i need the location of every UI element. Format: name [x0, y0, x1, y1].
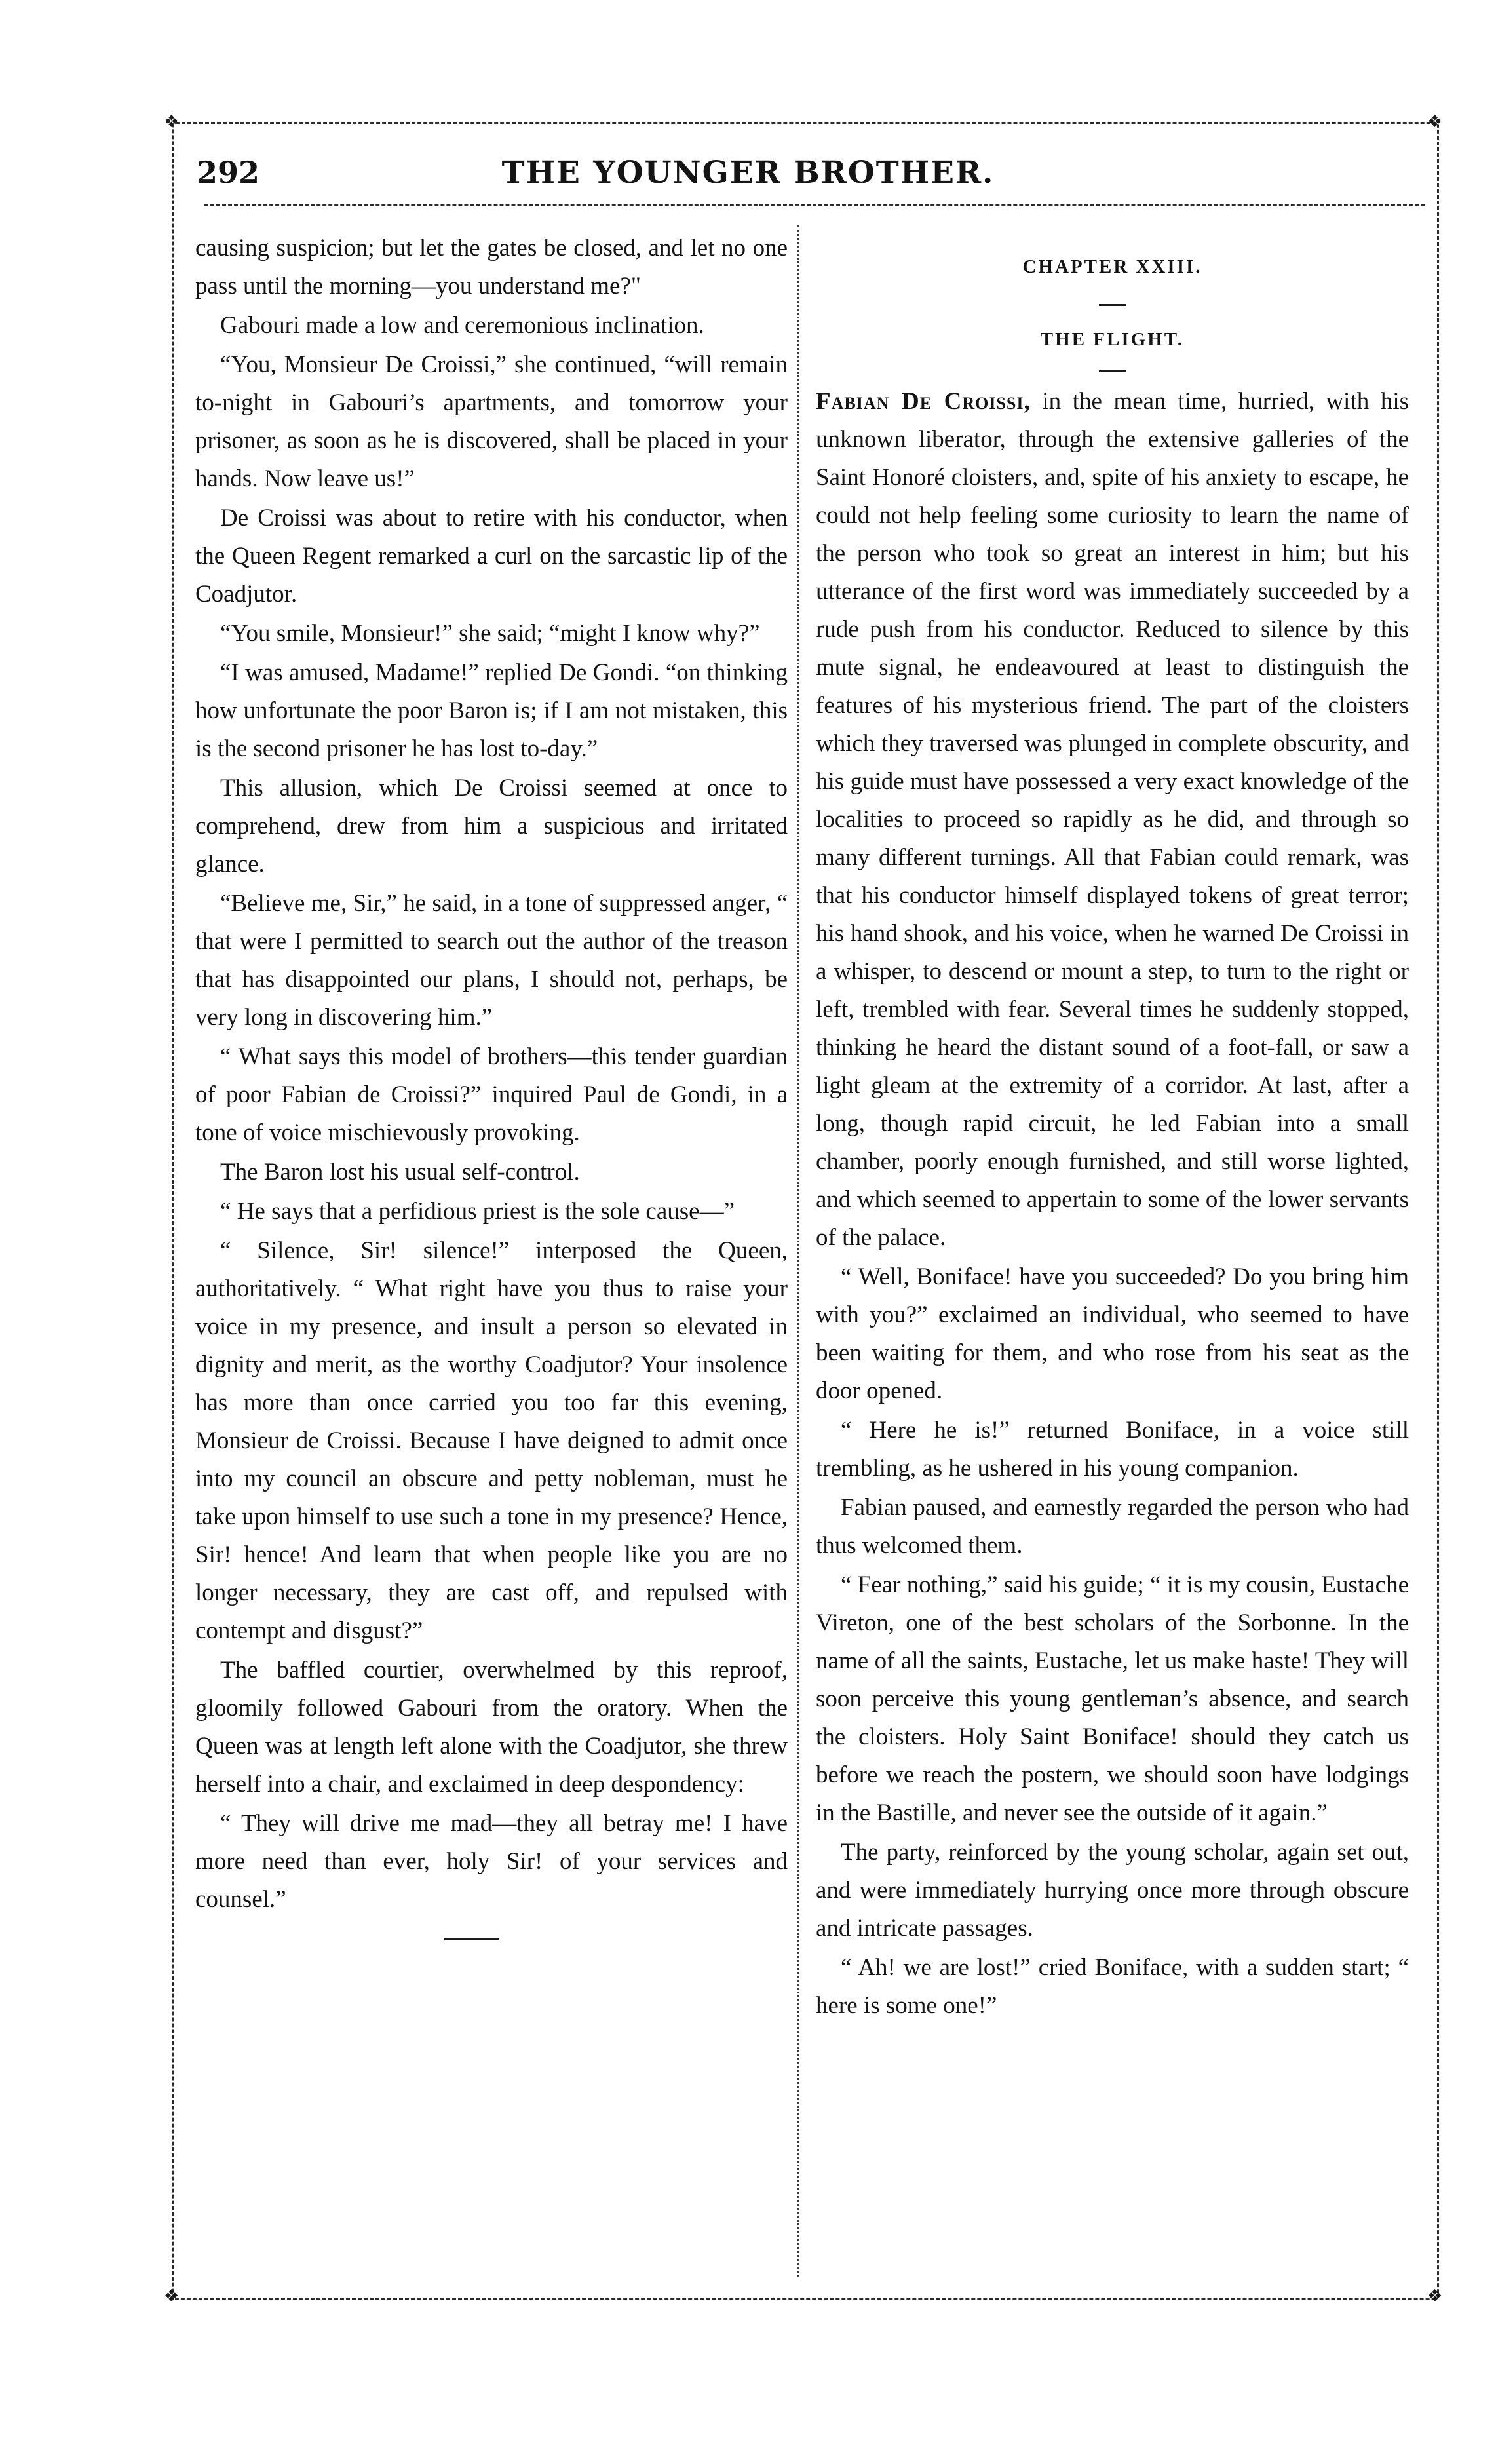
paragraph: “ Fear nothing,” said his guide; “ it is my cousin, Eustache Vireton, one of the best scholars of the Sorbonne. In the name of all the saints, Eustache, let us make haste! They will soon perceive this young gentleman’s absence, and search the cloisters. Holy Saint Boniface! should they catch us before we reach the postern, we should soon have lodgings in the Bastille, and never see the outside of it again.”: [816, 1571, 1409, 1826]
paragraph: The baffled courtier, overwhelmed by this reproof, gloomily followed Gabouri from the oratory. When the Queen was at length left alone with the Coadjutor, she threw herself into a chair, and exclaimed in deep despondency:: [195, 1657, 788, 1798]
paragraph: “I was amused, Madame!” replied De Gondi. “on thinking how unfortunate the poor Baron is; if I am not mistaken, this is the second prisoner he has lost to-day.”: [195, 659, 788, 762]
corner-ornament-icon: ❖: [164, 2286, 180, 2306]
opening-text: in the mean time, hurried, with his unknown liberator, through the extensive galleries of the Saint Honoré cloisters, and, spite of his anxiety to escape, he could not help feeling some curiosity to learn the name of the person who took so great an interest in him; but his utterance of the first word was immediately succeeded by a rude push from his conductor. Reduced to silence by this mute signal, he endeavoured at least to distinguish the features of his mysterious friend. The part of the cloisters which they traversed was plunged in complete obscurity, and his guide must have possessed a very exact knowledge of the localities to proceed so rapidly as he did, and through so many different turnings. All that Fabian could remark, was that his conductor himself displayed tokens of great terror; his hand shook, and his voice, when he warned De Croissi in a whisper, to descend or mount a step, to turn to the right or left, trembled with fear. Several times he suddenly stopped, thinking he heard the distant sound of a foot-fall, or saw a light gleam at the extremity of a corridor. At last, after a long, though rapid circuit, he led Fabian into a small chamber, poorly enough furnished, and still worse lighted, and which seemed to appertain to some of the lower servants of the palace.: [816, 388, 1409, 1251]
paragraph: causing suspicion; but let the gates be closed, and let no one pass until the morning—you understand me?": [195, 235, 788, 299]
paragraph: “Believe me, Sir,” he said, in a tone of suppressed anger, “ that were I permitted to search out the author of the treason that has disappointed our plans, I should not, perhaps, be very long in discovering him.”: [195, 890, 788, 1031]
opening-smallcaps: Fabian De Croissi,: [816, 388, 1031, 415]
paragraph: “ Here he is!” returned Boniface, in a voice still trembling, as he ushered in his young companion.: [816, 1417, 1409, 1482]
section-end-rule: [444, 1938, 499, 1940]
paragraph: “ They will drive me mad—they all betray me! I have more need than ever, holy Sir! of your services and counsel.”: [195, 1810, 788, 1913]
chapter-rule: [1099, 370, 1126, 372]
chapter-heading: CHAPTER XXIII.: [1022, 256, 1202, 277]
page-number: 292: [197, 155, 260, 190]
corner-ornament-icon: ❖: [164, 112, 180, 132]
paragraph: Fabian paused, and earnestly regarded the person who had thus welcomed them.: [816, 1494, 1409, 1559]
opening-paragraph: [816, 383, 1409, 1257]
paragraph: “ Well, Boniface! have you succeeded? Do you bring him with you?” exclaimed an individual, who seemed to have been waiting for them, and who rose from his seat as the door opened.: [816, 1263, 1409, 1404]
paragraph: This allusion, which De Croissi seemed at once to comprehend, drew from him a suspicious and irritated glance.: [195, 775, 788, 877]
right-column: [816, 229, 1409, 2026]
paragraph: Gabouri made a low and ceremonious inclination.: [220, 312, 704, 339]
left-column: [195, 229, 788, 1940]
paragraph: “ What says this model of brothers—this tender guardian of poor Fabian de Croissi?” inquired Paul de Gondi, in a tone of voice mischievously provoking.: [195, 1043, 788, 1146]
chapter-rule: [1099, 304, 1126, 306]
corner-ornament-icon: ❖: [1427, 2286, 1443, 2306]
column-divider: [797, 225, 799, 2277]
paragraph: The party, reinforced by the young scholar, again set out, and were immediately hurrying once more through obscure and intricate passages.: [816, 1839, 1409, 1942]
paragraph: “ He says that a perfidious priest is the sole cause—”: [220, 1198, 735, 1225]
corner-ornament-icon: ❖: [1427, 112, 1443, 132]
paragraph: “You, Monsieur De Croissi,” she continued, “will remain to-night in Gabouri’s apartments, and tomorrow your prisoner, as soon as he is discovered, shall be placed in your hands. Now leave us!”: [195, 351, 788, 492]
paragraph: “You smile, Monsieur!” she said; “might I know why?”: [220, 620, 760, 647]
chapter-title: THE FLIGHT.: [1040, 329, 1185, 350]
paragraph: “ Silence, Sir! silence!” interposed the Queen, authoritatively. “ What right have you thus to raise your voice in my presence, and insult a person so elevated in dignity and merit, as the worthy Coadjutor? Your insolence has more than once carried you too far this evening, Monsieur de Croissi. Because I have deigned to admit once into my council an obscure and petty nobleman, must he take upon himself to use such a tone in my presence? Hence, Sir! hence! And learn that when people like you are no longer necessary, they are cast off, and repulsed with contempt and disgust?”: [195, 1237, 788, 1644]
paragraph: De Croissi was about to retire with his conductor, when the Queen Regent remarked a curl on the sarcastic lip of the Coadjutor.: [195, 505, 788, 607]
running-title: THE YOUNGER BROTHER.: [501, 155, 995, 191]
paragraph: “ Ah! we are lost!” cried Boniface, with a sudden start; “ here is some one!”: [816, 1954, 1409, 2019]
header-rule: [204, 204, 1425, 206]
paragraph: The Baron lost his usual self-control.: [220, 1159, 580, 1185]
